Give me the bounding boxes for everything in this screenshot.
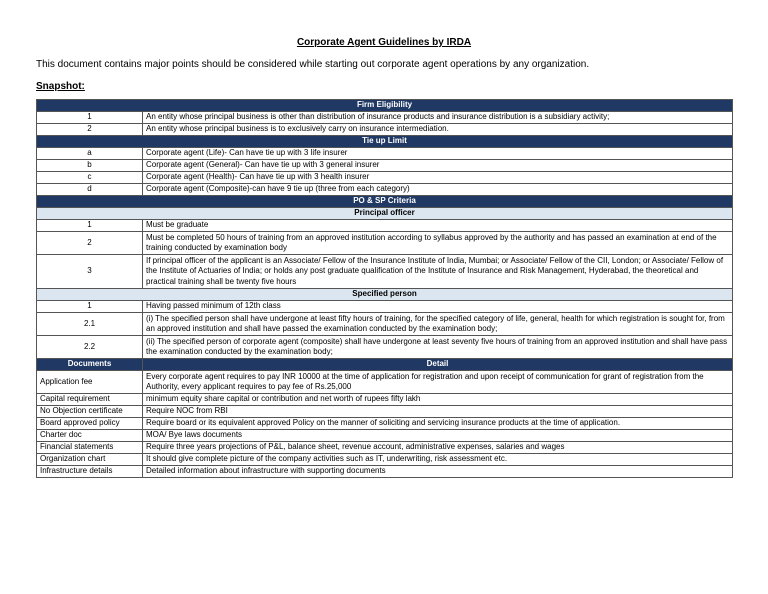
document-name: Charter doc (37, 430, 143, 442)
document-name: No Objection certificate (37, 406, 143, 418)
document-name: Organization chart (37, 454, 143, 466)
table-row (37, 232, 733, 255)
document-name: Board approved policy (37, 418, 143, 430)
row-text: Must be completed 50 hours of training from an approved institution according to syllabus approved by the authority and has passed an examination at end of the training conducted by examination body (143, 232, 733, 255)
table-row (37, 336, 733, 359)
table-row (37, 255, 733, 289)
row-text: Must be graduate (143, 220, 733, 232)
section-header-tie-up-limit: Tie up Limit (37, 136, 733, 148)
table-row (37, 184, 733, 196)
table-row (37, 406, 733, 418)
snapshot-heading: Snapshot: (36, 81, 85, 92)
table-row (37, 160, 733, 172)
document-detail: It should give complete picture of the company activities such as IT, underwriting, risk assessment etc. (143, 454, 733, 466)
row-id: 2 (37, 232, 143, 255)
row-text: Having passed minimum of 12th class (143, 301, 733, 313)
table-row (37, 442, 733, 454)
section-header-firm-eligibility: Firm Eligibility (37, 100, 733, 112)
document-detail: Every corporate agent requires to pay INR 10000 at the time of application for registration and upon receipt of communication for grant of registration from the Authority, every applicant requires to pay fee of Rs.25,000 (143, 371, 733, 394)
document-name: Infrastructure details (37, 466, 143, 478)
subsection-header-specified-person: Specified person (37, 289, 733, 301)
row-text: (i) The specified person shall have undergone at least fifty hours of training, for the specified category of life, general, health for which registration is sought for, from an approved institution and shall have passed the examination conducted by the examination body; (143, 313, 733, 336)
row-text: An entity whose principal business is other than distribution of insurance products and insurance distribution is a subsidiary activity; (143, 112, 733, 124)
document-detail: Require board or its equivalent approved Policy on the manner of soliciting and servicing insurance products at the time of application. (143, 418, 733, 430)
document-detail: Require NOC from RBI (143, 406, 733, 418)
row-text: Corporate agent (Life)- Can have tie up with 3 life insurer (143, 148, 733, 160)
table-row (37, 301, 733, 313)
table-row (37, 430, 733, 442)
row-text: (ii) The specified person of corporate agent (composite) shall have undergone at least seventy five hours of training from an approved institution and shall have pass the examination conducted by the examination body; (143, 336, 733, 359)
row-text: If principal officer of the applicant is an Associate/ Fellow of the Insurance Institute of India, Mumbai; or Associate/ Fellow of the CII, London; or Associate/ Fellow of the Institute of Actuaries of India; or holds any post graduate qualification of the Institute of Insurance and Risk Management, Hyderabad, the theoretical and practical training shall be twenty five hours (143, 255, 733, 289)
row-text: An entity whose principal business is to exclusively carry on insurance intermediation. (143, 124, 733, 136)
row-id: c (37, 172, 143, 184)
document-name: Financial statements (37, 442, 143, 454)
row-text: Corporate agent (Health)- Can have tie up with 3 health insurer (143, 172, 733, 184)
row-id: 1 (37, 220, 143, 232)
row-id: 3 (37, 255, 143, 289)
row-id: 2.1 (37, 313, 143, 336)
guidelines-table (36, 99, 733, 478)
document-detail: minimum equity share capital or contribution and net worth of rupees fifty lakh (143, 394, 733, 406)
document-detail: Detailed information about infrastructure with supporting documents (143, 466, 733, 478)
table-row (37, 466, 733, 478)
document-name: Application fee (37, 371, 143, 394)
document-name: Capital requirement (37, 394, 143, 406)
row-text: Corporate agent (Composite)-can have 9 tie up (three from each category) (143, 184, 733, 196)
document-detail: Require three years projections of P&L, balance sheet, revenue account, administrative expenses, salaries and wages (143, 442, 733, 454)
row-id: b (37, 160, 143, 172)
row-id: 1 (37, 301, 143, 313)
row-id: 2.2 (37, 336, 143, 359)
document-detail: MOA/ Bye laws documents (143, 430, 733, 442)
documents-column-header: Documents (37, 359, 143, 371)
row-id: 2 (37, 124, 143, 136)
table-row (37, 124, 733, 136)
detail-column-header: Detail (143, 359, 733, 371)
documents-header-row (37, 359, 733, 371)
row-id: a (37, 148, 143, 160)
section-header-po-sp-criteria: PO & SP Criteria (37, 196, 733, 208)
table-row (37, 220, 733, 232)
subsection-header-principal-officer: Principal officer (37, 208, 733, 220)
table-row (37, 394, 733, 406)
intro-paragraph: This document contains major points should be considered while starting out corporate agent operations by any organization. (36, 59, 590, 70)
table-row (37, 313, 733, 336)
table-row (37, 418, 733, 430)
table-row (37, 454, 733, 466)
row-id: d (37, 184, 143, 196)
row-text: Corporate agent (General)- Can have tie up with 3 general insurer (143, 160, 733, 172)
row-id: 1 (37, 112, 143, 124)
table-row (37, 172, 733, 184)
table-row (37, 148, 733, 160)
page-title: Corporate Agent Guidelines by IRDA (296, 37, 472, 48)
table-row (37, 371, 733, 394)
table-row (37, 112, 733, 124)
